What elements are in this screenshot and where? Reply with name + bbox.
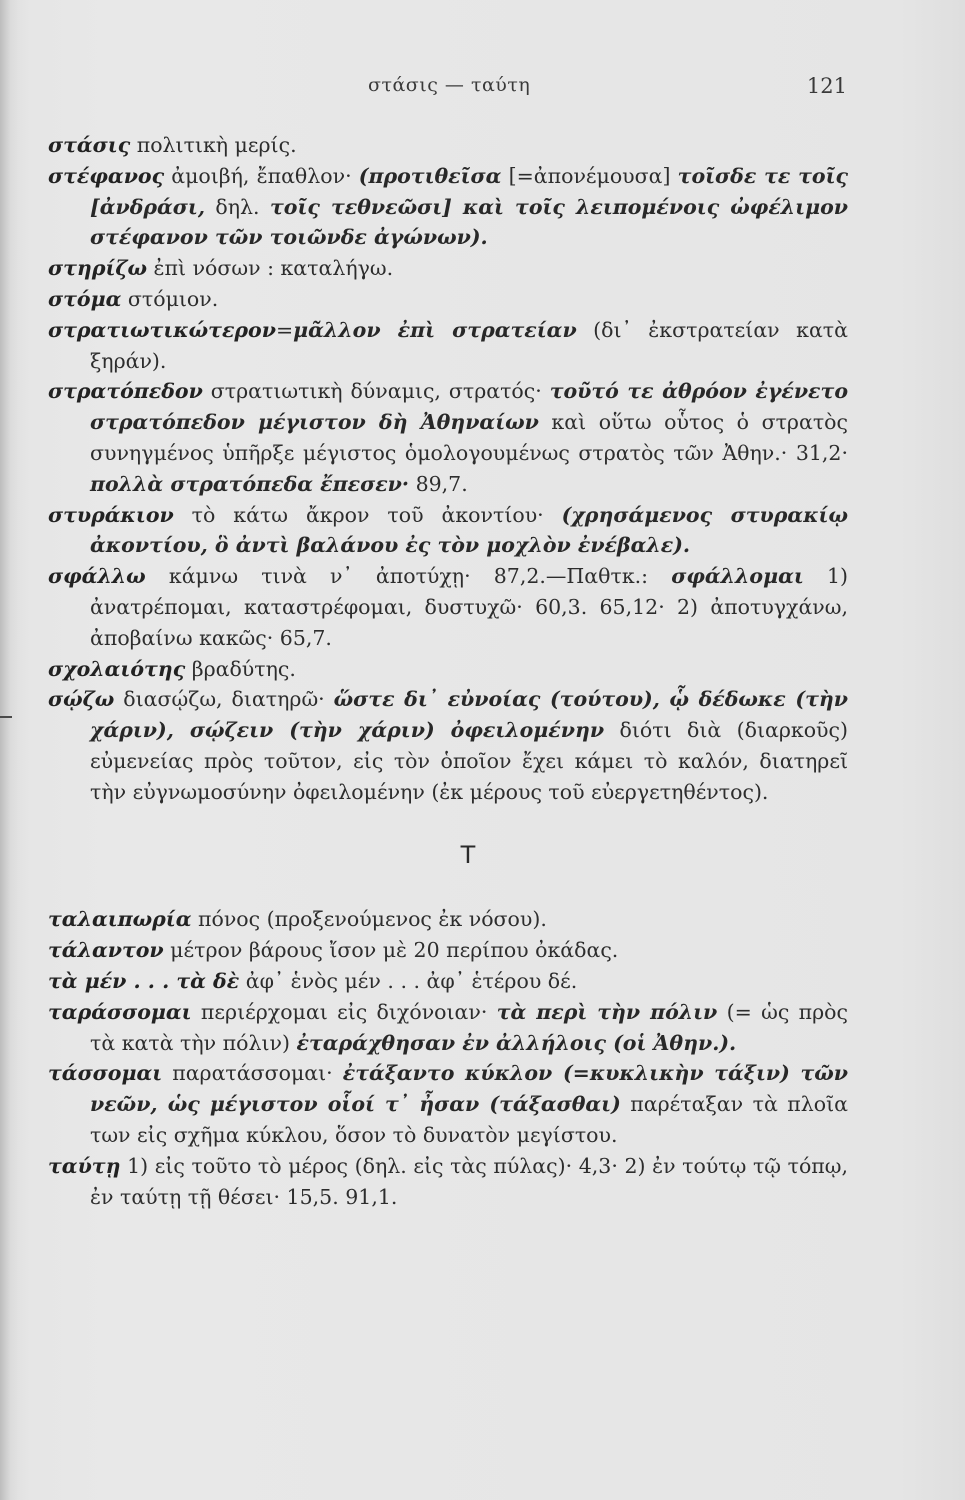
margin-mark xyxy=(0,716,12,718)
entry-definition: πολιτικὴ μερίς. xyxy=(130,133,297,157)
dictionary-entry xyxy=(48,130,848,161)
entry-quotation: ἐταράχθησαν ἐν ἀλλήλοις (οἱ Ἀθην.). xyxy=(296,1030,737,1055)
entry-definition: (= ὡς πρὸς τὰ κατὰ τὴν πόλιν) xyxy=(90,999,848,1055)
entry-definition: [=ἀπονέμουσα] xyxy=(501,163,678,188)
entry-lemma: ταύτῃ xyxy=(48,1153,121,1178)
entry-definition: βραδύτης. xyxy=(185,656,296,681)
dictionary-entry xyxy=(48,997,848,1059)
entry-quotation: τοῦτό τε ἀθρόον ἐγένετο στρατόπεδον μέγιστον δὴ Ἀθηναίων xyxy=(90,379,848,435)
entry-definition: στόμιον. xyxy=(121,286,219,311)
entry-lemma: στάσις xyxy=(48,133,131,157)
entry-definition: τὸ κάτω ἄκρον τοῦ ἀκοντίου· xyxy=(173,502,562,527)
entry-quotation: (χρησάμενος στυρακίῳ ἀκοντίου, ὃ ἀντὶ βαλάνου ἐς τὸν μοχλὸν ἐνέβαλε). xyxy=(90,502,848,558)
dictionary-entry xyxy=(48,315,848,377)
entry-quotation: σφάλλομαι xyxy=(671,564,804,589)
entry-definition: διασῴζω, διατηρῶ· xyxy=(114,687,334,712)
entries-section-sigma xyxy=(48,130,848,808)
entry-definition: = xyxy=(275,317,294,342)
entries-section-tau xyxy=(48,904,848,1212)
entry-definition: (δι᾽ ἐκστρατείαν κατὰ ξηράν). xyxy=(90,317,848,373)
entry-lemma: στρατιωτικώτερον xyxy=(48,317,276,342)
dictionary-entry xyxy=(48,500,848,562)
dictionary-entry xyxy=(48,904,848,935)
entry-quotation: ὥστε δι᾽ εὐνοίας (τούτου), ᾧ δέδωκε (τὴν χάριν), σῴζειν (τὴν χάριν) ὀφειλομένην xyxy=(90,687,848,743)
entry-definition: μέτρον βάρους ἴσον μὲ 20 περίπου ὀκάδας. xyxy=(163,938,619,963)
entry-lemma: τὰ μέν . . . τὰ δὲ xyxy=(48,968,240,993)
entry-lemma: στόμα xyxy=(48,286,122,311)
entry-quotation: ἐτάξαντο κύκλον (=κυκλικὴν τάξιν) τῶν νεῶν, ὡς μέγιστον οἷοί τ᾽ ἦσαν (τάξασθαι) xyxy=(90,1061,848,1117)
entry-quotation: (προτιθεῖσα xyxy=(358,163,502,188)
entry-definition: περιέρχομαι εἰς διχόνοιαν· xyxy=(191,999,497,1024)
entry-definition: στρατιωτικὴ δύναμις, στρατός· xyxy=(202,379,550,404)
entry-lemma: σῴζω xyxy=(48,687,115,712)
dictionary-entry xyxy=(48,161,848,253)
entry-lemma: ταράσσομαι xyxy=(48,999,192,1024)
page-number: 121 xyxy=(806,74,847,98)
section-letter: Τ xyxy=(460,840,476,869)
binding-shadow xyxy=(0,0,18,1500)
entry-definition: πόνος (προξενούμενος ἐκ νόσου). xyxy=(191,907,547,932)
entry-quotation: πολλὰ στρατόπεδα ἔπεσεν· xyxy=(90,471,410,496)
entry-definition: κάμνω τινὰ ν᾽ ἀποτύχῃ· 87,2.—Παθτκ.: xyxy=(145,564,672,589)
entry-definition: ἀμοιβή, ἔπαθλον· xyxy=(164,163,359,188)
entry-quotation: τοῖς τεθνεῶσι] καὶ τοῖς λειπομένοις ὠφέλιμον στέφανον τῶν τοιῶνδε ἀγώνων). xyxy=(90,194,849,250)
dictionary-entry xyxy=(48,684,848,807)
entry-definition: καὶ οὕτω οὗτος ὁ στρατὸς συνηγμένος ὑπῆρξε μέγιστος ὁμολογουμένως στρατὸς τῶν Ἀθην.· 31,2· xyxy=(90,410,848,465)
entry-lemma: στρατόπεδον xyxy=(48,379,203,404)
entry-quotation: μᾶλλον ἐπὶ στρατείαν xyxy=(293,317,577,342)
entry-definition: 1) εἰς τοῦτο τὸ μέρος (δηλ. εἰς τὰς πύλας)· 4,3· 2) ἐν τούτῳ τῷ τόπῳ, ἐν ταύτῃ τῇ θέσει· 15,5. 91,1. xyxy=(90,1153,848,1209)
entry-quotation: τοῖσδε τε τοῖς [ἀνδράσι, xyxy=(90,163,848,219)
dictionary-entry xyxy=(48,1151,848,1213)
dictionary-entry xyxy=(48,966,848,997)
entry-lemma: σφάλλω xyxy=(48,564,146,589)
dictionary-entry xyxy=(48,284,848,315)
entry-lemma: τάσσομαι xyxy=(48,1061,163,1086)
dictionary-entry xyxy=(48,654,848,685)
entry-definition: παρέταξαν τὰ πλοῖα των εἰς σχῆμα κύκλου, ὅσον τὸ δυνατὸν μεγίστου. xyxy=(90,1092,848,1147)
entry-lemma: στέφανος xyxy=(48,163,165,188)
entry-lemma: στυράκιον xyxy=(48,502,174,527)
entry-definition: 89,7. xyxy=(409,471,468,496)
entry-lemma: ταλαιπωρία xyxy=(48,907,192,932)
entry-definition: ἐπὶ νόσων : καταλήγω. xyxy=(147,256,394,281)
dictionary-entry xyxy=(48,935,848,966)
dictionary-entry xyxy=(48,253,848,284)
entry-lemma: τάλαντον xyxy=(48,938,164,963)
entry-definition: ἀφ᾽ ἑνὸς μέν . . . ἀφ᾽ ἑτέρου δέ. xyxy=(239,968,578,993)
dictionary-entry xyxy=(48,376,848,499)
entry-definition: διότι διὰ (διαρκοῦς) εὐμενείας πρὸς τοῦτον, εἰς τὸν ὁποῖον ἔχει κάμει τὸ καλόν, διατηρεῖ τὴν εὐγνωμοσύνην ὀφειλομένην (ἐκ μέρους τοῦ εὐεργετηθέντος). xyxy=(90,718,848,804)
entry-definition: 1) ἀνατρέπομαι, καταστρέφομαι, δυστυχῶ· 60,3. 65,12· 2) ἀποτυγχάνω, ἀποβαίνω κακῶς· 65,7. xyxy=(90,564,848,650)
running-head: στάσις — ταύτη xyxy=(368,74,531,96)
entry-lemma: στηρίζω xyxy=(48,256,148,281)
dictionary-entry xyxy=(48,1058,848,1150)
entries-column xyxy=(48,130,848,1212)
entry-lemma: σχολαιότης xyxy=(48,656,186,681)
dictionary-entry xyxy=(48,561,848,653)
entry-definition: δηλ. xyxy=(204,194,271,219)
entry-quotation: τὰ περὶ τὴν πόλιν xyxy=(496,999,718,1024)
entry-definition: παρατάσσομαι· xyxy=(162,1061,343,1086)
